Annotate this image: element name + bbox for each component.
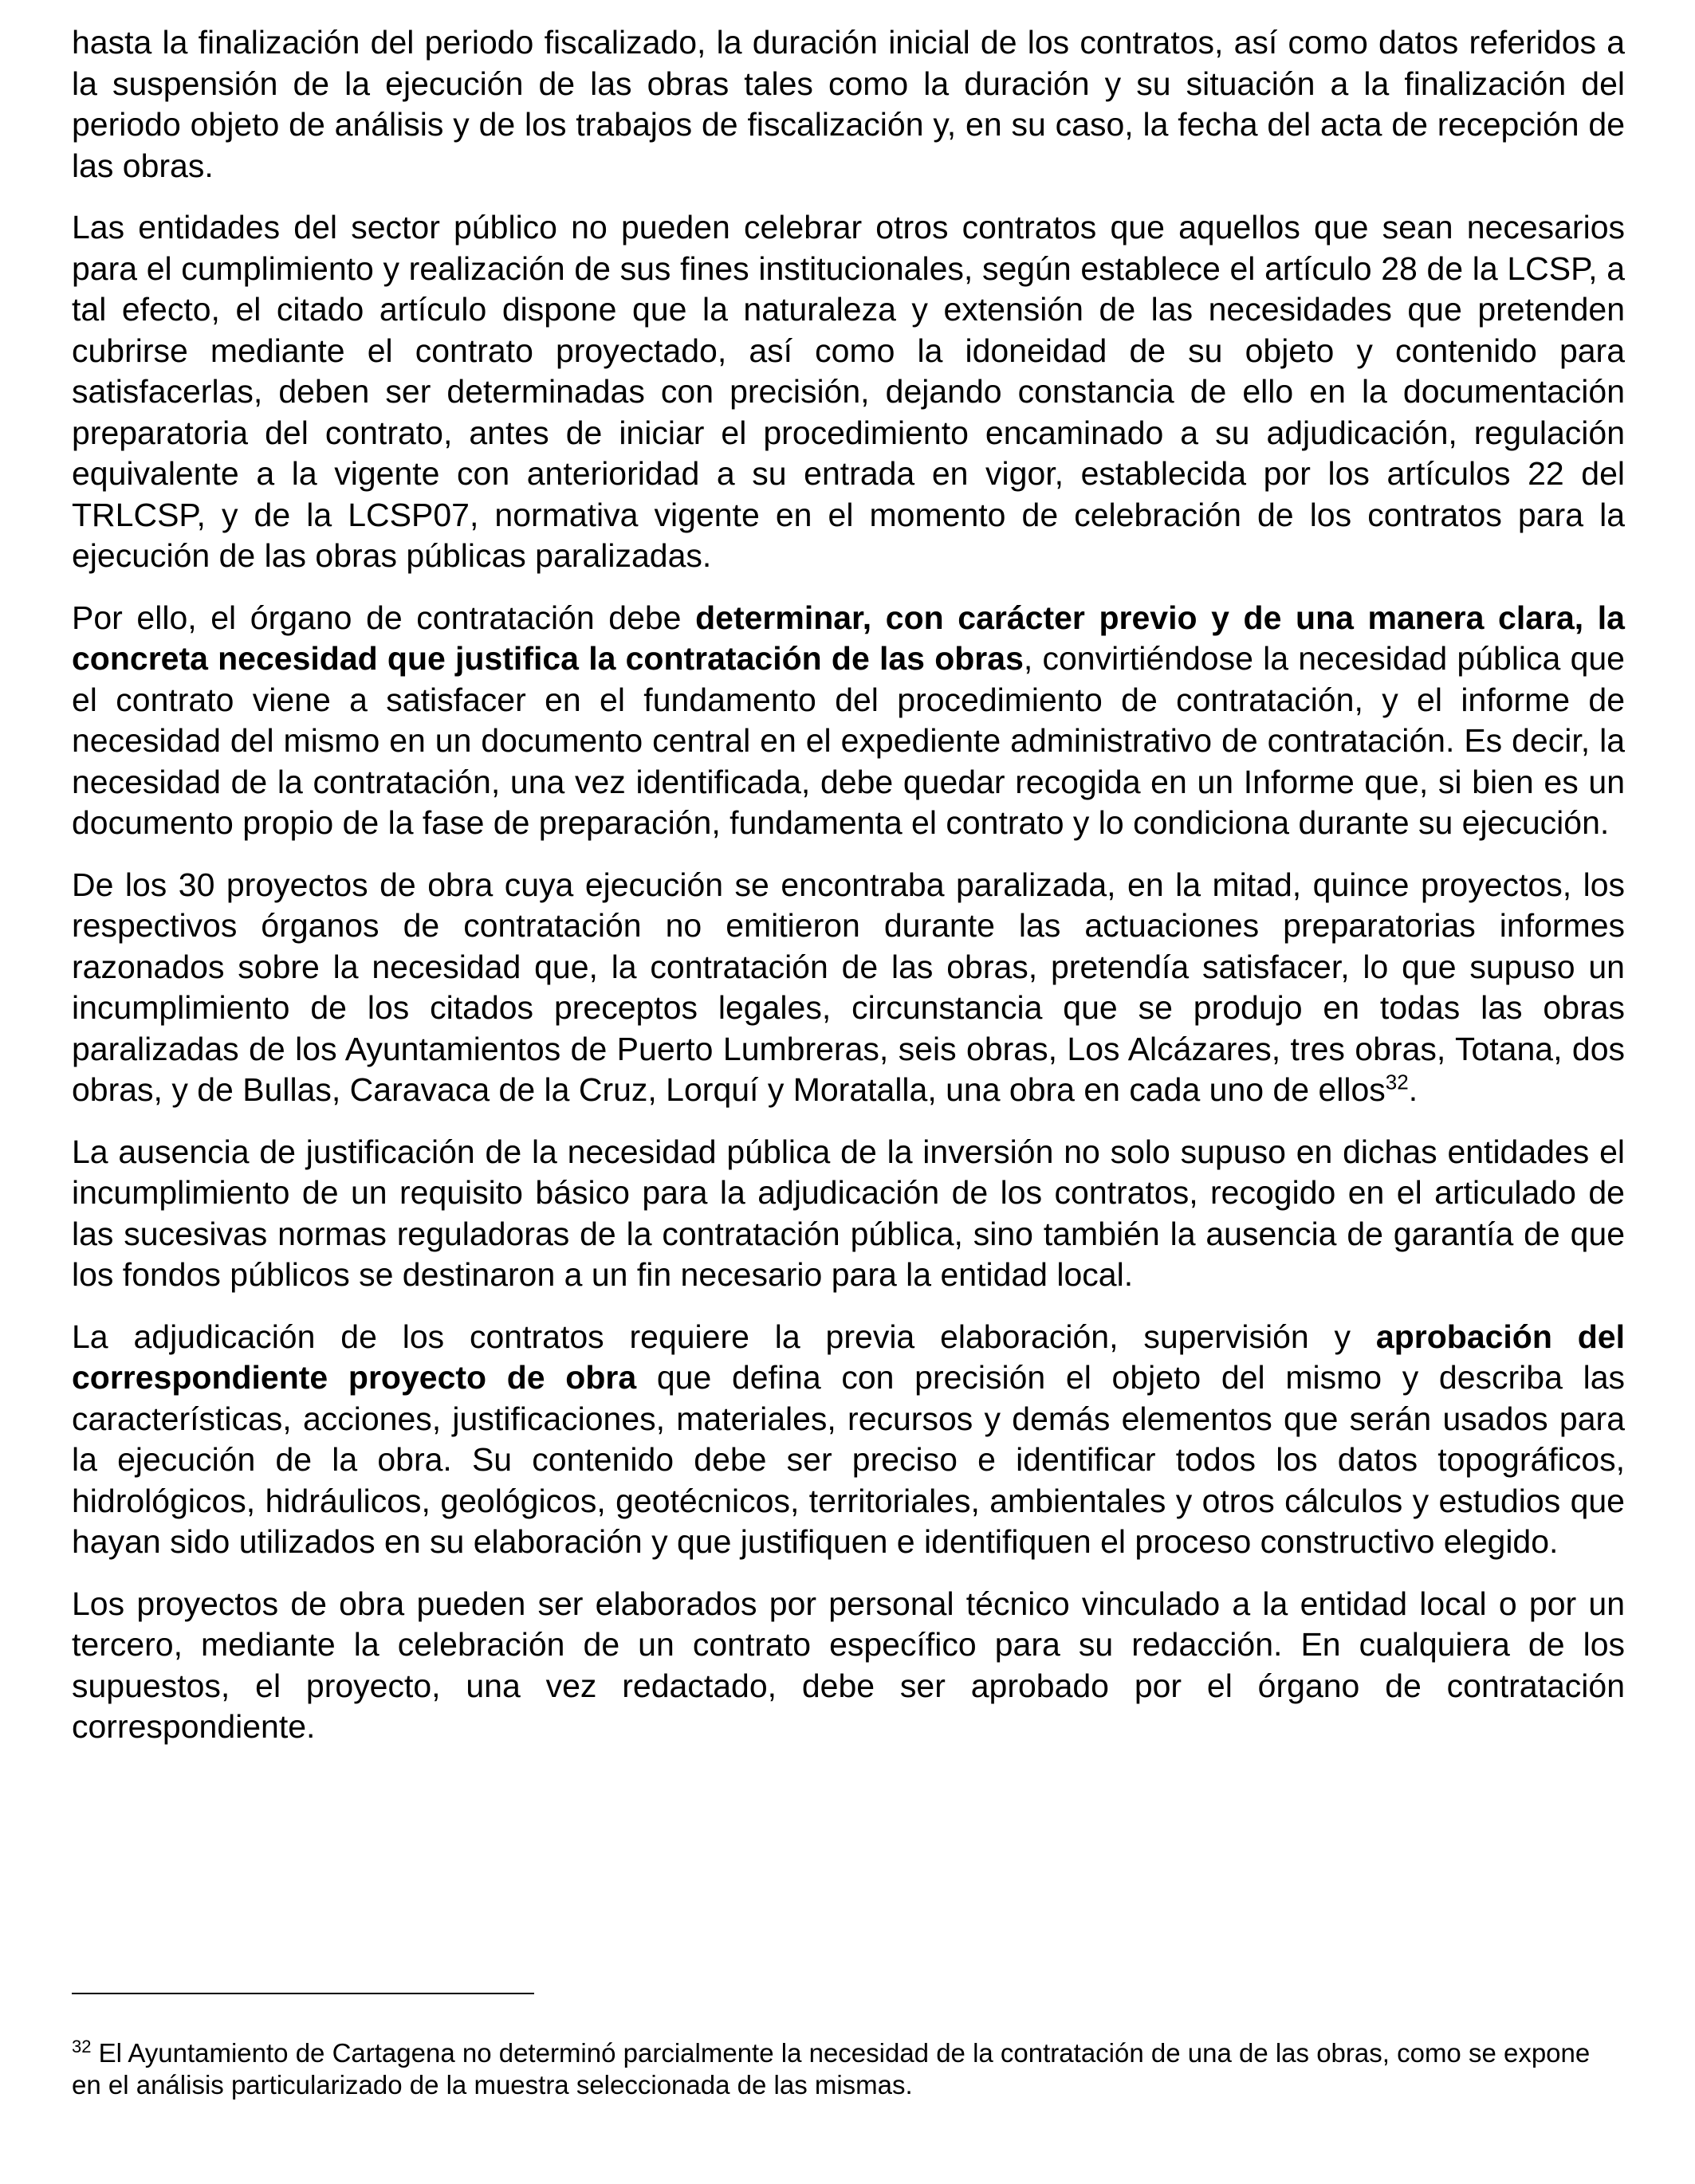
paragraph-1: hasta la finalización del periodo fiscalizado, la duración inicial de los contratos, así como datos referidos a la suspensión de la ejecución de las obras tales como la duración y su situación a la finalización del periodo objeto de análisis y de los trabajos de fiscalización y, en su caso, la fecha del acta de recepción de las obras. (72, 24, 1625, 184)
paragraph-4 (72, 865, 1625, 1111)
footnote (72, 2037, 1625, 2101)
footnote-separator (72, 1993, 534, 1994)
paragraph-3-rest: , convirtiéndose la necesidad pública que el contrato viene a satisfacer en el fundamento del procedimiento de contratación, y el informe de necesidad del mismo en un documento central en el expediente administrativo de contratación. Es decir, la necesidad de la contratación, una vez identificada, debe quedar recogida en un Informe que, si bien es un documento propio de la fase de preparación, fundamenta el contrato y lo condiciona durante su ejecución. (72, 640, 1625, 841)
paragraph-7: Los proyectos de obra pueden ser elaborados por personal técnico vinculado a la entidad local o por un tercero, mediante la celebración de un contrato específico para su redacción. En cualquiera de los supuestos, el proyecto, una vez redactado, debe ser aprobado por el órgano de contratación correspondiente. (72, 1585, 1625, 1745)
footnote-text: El Ayuntamiento de Cartagena no determinó parcialmente la necesidad de la contratación de una de las obras, como se expone en el análisis particularizado de la muestra seleccionada de las mismas. (72, 2038, 1591, 2100)
footnote-reference[interactable]: 32 (1385, 1070, 1409, 1094)
paragraph-6 (72, 1317, 1625, 1563)
paragraph-3-intro: Por ello, el órgano de contratación debe (72, 599, 696, 636)
paragraph-3-emphasis: determinar, con carácter previo y de una manera clara, la concreta necesidad que justifica la contratación de las obras (72, 599, 1625, 677)
paragraph-4-end: . (1408, 1071, 1418, 1108)
paragraph-6-intro: La adjudicación de los contratos requiere la previa elaboración, supervisión y (72, 1318, 1376, 1355)
paragraph-6-emphasis: aprobación del correspondiente proyecto de obra (72, 1318, 1625, 1396)
paragraph-2: Las entidades del sector público no pueden celebrar otros contratos que aquellos que sean necesarios para el cumplimiento y realización de sus fines institucionales, según establece el artículo 28 de la LCSP, a tal efecto, el citado artículo dispone que la naturaleza y extensión de las necesidades que pretenden cubrirse mediante el contrato proyectado, así como la idoneidad de su objeto y contenido para satisfacerlas, deben ser determinadas con precisión, dejando constancia de ello en la documentación preparatoria del contrato, antes de iniciar el procedimiento encaminado a su adjudicación, regulación equivalente a la vigente con anterioridad a su entrada en vigor, establecida por los artículos 22 del TRLCSP, y de la LCSP07, normativa vigente en el momento de celebración de los contratos para la ejecución de las obras públicas paralizadas. (72, 209, 1625, 574)
paragraph-5: La ausencia de justificación de la necesidad pública de la inversión no solo supuso en dichas entidades el incumplimiento de un requisito básico para la adjudicación de los contratos, recogido en el articulado de las sucesivas normas reguladoras de la contratación pública, sino también la ausencia de garantía de que los fondos públicos se destinaron a un fin necesario para la entidad local. (72, 1133, 1625, 1293)
paragraph-6-rest: que defina con precisión el objeto del mismo y describa las características, acciones, justificaciones, materiales, recursos y demás elementos que serán usados para la ejecución de la obra. Su contenido debe ser preciso e identificar todos los datos topográficos, hidrológicos, hidráulicos, geológicos, geotécnicos, territoriales, ambientales y otros cálculos y estudios que hayan sido utilizados en su elaboración y que justifiquen e identifiquen el proceso constructivo elegido. (72, 1359, 1625, 1560)
body-text (72, 22, 1625, 1769)
paragraph-4-text: De los 30 proyectos de obra cuya ejecución se encontraba paralizada, en la mitad, quince proyectos, los respectivos órganos de contratación no emitieron durante las actuaciones preparatorias informes razonados sobre la necesidad que, la contratación de las obras, pretendía satisfacer, lo que supuso un incumplimiento de los citados preceptos legales, circunstancia que se produjo en todas las obras paralizadas de los Ayuntamientos de Puerto Lumbreras, seis obras, Los Alcázares, tres obras, Totana, dos obras, y de Bullas, Caravaca de la Cruz, Lorquí y Moratalla, una obra en cada uno de ellos (72, 866, 1625, 1108)
footnote-number: 32 (72, 2037, 92, 2056)
paragraph-3 (72, 598, 1625, 844)
